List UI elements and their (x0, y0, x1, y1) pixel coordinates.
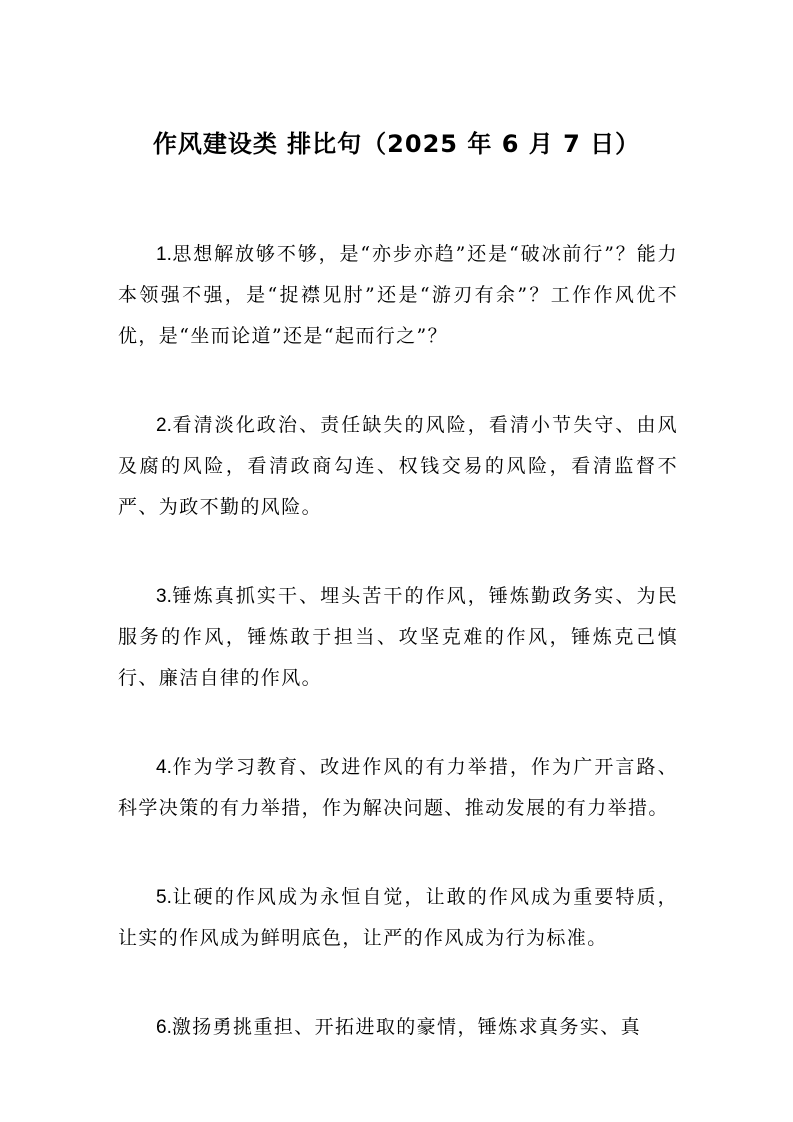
paragraph-text: 作为学习教育、改进作风的有力举措，作为广开言路、科学决策的有力举措，作为解决问题、推动发展的有力举措。 (118, 756, 678, 819)
paragraph-4 (118, 747, 678, 829)
paragraph-text: 让硬的作风成为永恒自觉，让敢的作风成为重要特质，让实的作风成为鲜明底色，让严的作风成为行为标准。 (118, 886, 678, 949)
paragraph-5 (118, 877, 678, 959)
document-body (118, 234, 678, 1096)
document-title: 作风建设类 排比句（2025 年 6 月 7 日） (152, 130, 641, 158)
paragraph-number: 6. (156, 1017, 172, 1038)
paragraph-number: 4. (156, 757, 172, 778)
paragraph-6 (118, 1007, 678, 1048)
paragraph-text: 思想解放够不够，是“亦步亦趋”还是“破冰前行”？能力本领强不强，是“捉襟见肘”还是“游刃有余”？工作作风优不优，是“坐而论道”还是“起而行之”？ (118, 243, 678, 347)
paragraph-number: 3. (156, 586, 172, 607)
paragraph-text: 看清淡化政治、责任缺失的风险，看清小节失守、由风及腐的风险，看清政商勾连、权钱交易的风险，看清监督不严、为政不勤的风险。 (118, 414, 678, 518)
paragraph-text: 锤炼真抓实干、埋头苦干的作风，锤炼勤政务实、为民服务的作风，锤炼敢于担当、攻坚克难的作风，锤炼克己慎行、廉洁自律的作风。 (118, 585, 678, 689)
paragraph-number: 2. (156, 415, 172, 436)
paragraph-number: 1. (156, 244, 172, 265)
paragraph-1 (118, 234, 678, 357)
paragraph-2 (118, 405, 678, 528)
paragraph-number: 5. (156, 887, 172, 908)
paragraph-text: 激扬勇挑重担、开拓进取的豪情，锤炼求真务实、真 (171, 1016, 642, 1038)
paragraph-3 (118, 576, 678, 699)
